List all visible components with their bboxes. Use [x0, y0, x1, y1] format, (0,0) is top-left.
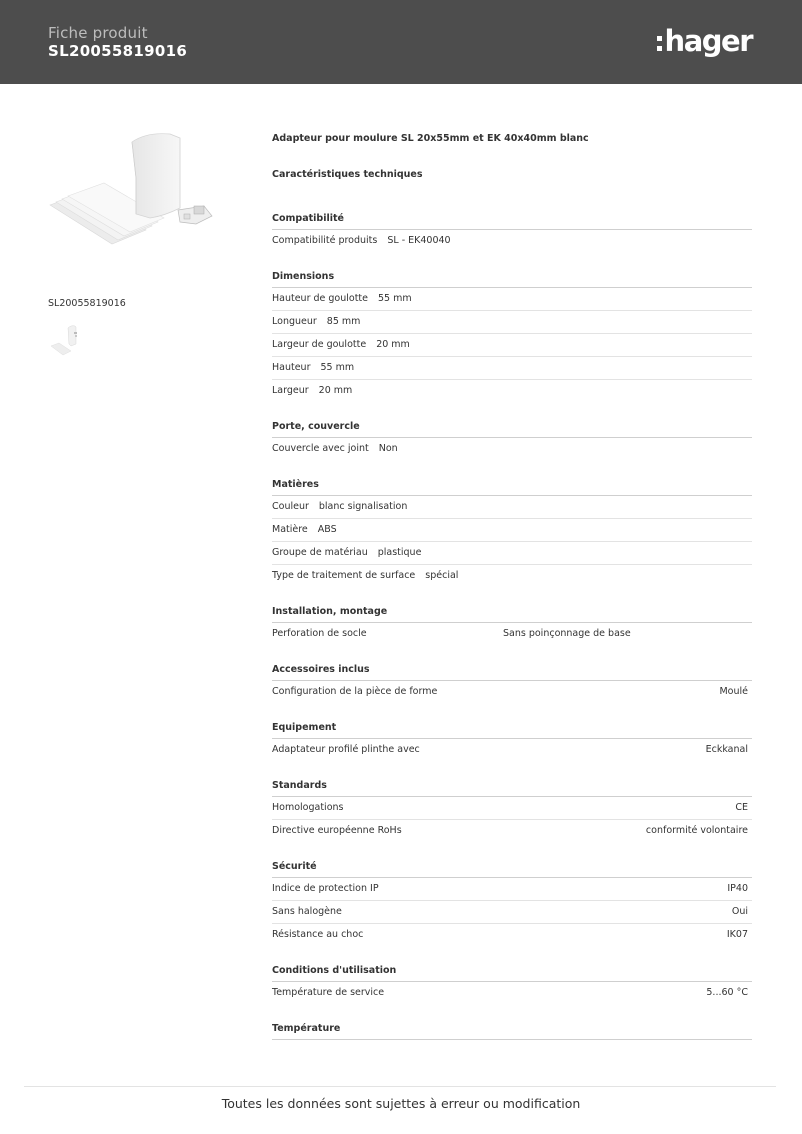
spec-row: [272, 739, 752, 761]
spec-label: Résistance au choc: [272, 929, 364, 940]
technical-characteristics-heading: Caractéristiques techniques: [272, 169, 423, 180]
spec-label: Largeur de goulotte: [272, 339, 367, 350]
spec-row: [272, 565, 752, 587]
spec-section: [272, 856, 752, 946]
spec-label: Matière: [272, 524, 308, 535]
spec-row: [272, 623, 752, 645]
spec-label: Type de traitement de surface: [272, 570, 416, 581]
spec-section-title: Dimensions: [272, 266, 752, 288]
spec-value: 5...60 °C: [706, 987, 748, 998]
sidebar-reference: SL20055819016: [48, 298, 126, 309]
spec-value: 20 mm: [318, 385, 353, 396]
hager-logo: [657, 24, 752, 58]
spec-section: [272, 960, 752, 1004]
spec-row: [272, 519, 752, 542]
spec-row: [272, 681, 752, 703]
spec-label: Largeur: [272, 385, 309, 396]
spec-value: blanc signalisation: [318, 501, 408, 512]
spec-row: [272, 496, 752, 519]
spec-value: 20 mm: [376, 339, 410, 350]
spec-row: [272, 878, 752, 901]
page-header: [0, 0, 802, 84]
spec-row: [272, 901, 752, 924]
spec-row: [272, 288, 752, 311]
spec-row: [272, 334, 752, 357]
spec-value: Eckkanal: [705, 744, 748, 755]
spec-value: IP40: [727, 883, 748, 894]
spec-section: [272, 208, 752, 252]
spec-value: 55 mm: [320, 362, 355, 373]
spec-section: [272, 416, 752, 460]
spec-row: [272, 820, 752, 842]
spec-value: IK07: [726, 929, 748, 940]
spec-label: Couvercle avec joint: [272, 443, 369, 454]
spec-section-title: Matières: [272, 474, 752, 496]
spec-section: [272, 474, 752, 587]
spec-value: plastique: [377, 547, 422, 558]
spec-row: [272, 311, 752, 334]
spec-section-title: Installation, montage: [272, 601, 752, 623]
header-subtitle: Fiche produit: [48, 24, 148, 42]
spec-row: [272, 924, 752, 946]
logo-dots-icon: [657, 36, 662, 51]
spec-section-title: Température: [272, 1018, 752, 1040]
spec-section-title: Porte, couvercle: [272, 416, 752, 438]
spec-section-title: Sécurité: [272, 856, 752, 878]
spec-label: Indice de protection IP: [272, 883, 379, 894]
spec-label: Compatibilité produits: [272, 235, 378, 246]
product-details: [272, 132, 752, 1054]
spec-label: Groupe de matériau: [272, 547, 368, 558]
spec-row: [272, 797, 752, 820]
spec-section: [272, 717, 752, 761]
spec-label: Hauteur: [272, 362, 311, 373]
spec-section: [272, 775, 752, 842]
spec-sections: [272, 208, 752, 1040]
spec-label: Sans halogène: [272, 906, 342, 917]
spec-section: [272, 1018, 752, 1040]
product-image: [46, 130, 216, 245]
spec-value: SL - EK40040: [387, 235, 451, 246]
spec-value: 55 mm: [378, 293, 412, 304]
spec-section: [272, 266, 752, 402]
spec-row: [272, 230, 752, 252]
spec-section: [272, 601, 752, 645]
spec-label: Hauteur de goulotte: [272, 293, 369, 304]
spec-label: Couleur: [272, 501, 309, 512]
spec-section-title: Equipement: [272, 717, 752, 739]
spec-section-title: Accessoires inclus: [272, 659, 752, 681]
spec-label: Homologations: [272, 802, 344, 813]
spec-value: conformité volontaire: [645, 825, 748, 836]
spec-value: ABS: [317, 524, 337, 535]
header-product-code: SL20055819016: [48, 42, 188, 60]
spec-value: Oui: [731, 906, 748, 917]
spec-value: CE: [735, 802, 748, 813]
spec-label: Adaptateur profilé plinthe avec: [272, 744, 420, 755]
spec-section-title: Conditions d'utilisation: [272, 960, 752, 982]
spec-label: Directive européenne RoHs: [272, 825, 402, 836]
spec-value: 85 mm: [326, 316, 361, 327]
spec-value: Sans poinçonnage de base: [503, 628, 631, 639]
product-thumbnail: [49, 320, 91, 364]
spec-value: Moulé: [719, 686, 748, 697]
spec-section: [272, 659, 752, 703]
spec-value: spécial: [425, 570, 459, 581]
spec-label: Température de service: [272, 987, 385, 998]
spec-row: [272, 380, 752, 402]
logo-wordmark: hager: [664, 23, 752, 58]
product-title: Adapteur pour moulure SL 20x55mm et EK 40x40mm blanc: [272, 133, 589, 144]
spec-section-title: Compatibilité: [272, 208, 752, 230]
spec-row: [272, 982, 752, 1004]
spec-row: [272, 542, 752, 565]
footer-divider: [24, 1086, 776, 1087]
spec-label: Longueur: [272, 316, 317, 327]
spec-row: [272, 438, 752, 460]
spec-value: Non: [378, 443, 398, 454]
spec-section-title: Standards: [272, 775, 752, 797]
spec-label: Configuration de la pièce de forme: [272, 686, 438, 697]
spec-label: Perforation de socle: [272, 628, 367, 639]
footer-disclaimer: Toutes les données sont sujettes à erreur ou modification: [221, 1096, 581, 1111]
spec-row: [272, 357, 752, 380]
